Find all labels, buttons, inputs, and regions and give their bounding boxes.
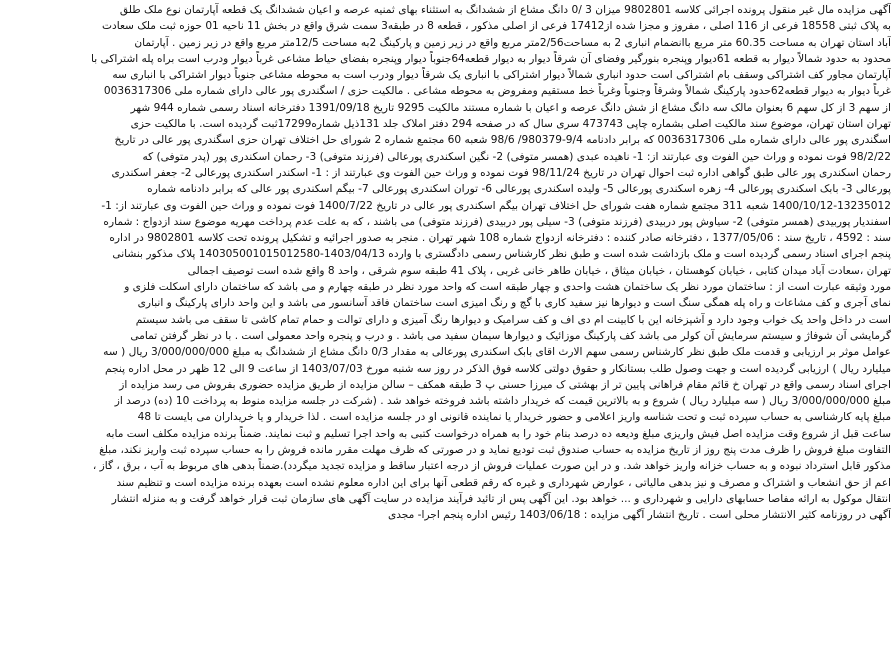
notice-line: مذکور قابل استرداد نبوده و به حساب خزانه واریز خواهد شد. و در این صورت عملیات فروش از درجه اعتبار ساقط و مزایده تجدید میگردد).ضمناً بدهی های مربوط به آب ، برق ، گاز ، (92, 460, 891, 473)
notice-line: از سهم 3 از کل سهم 6 بعنوان مالک سه دانگ مشاع از شش دانگ عرصه و اعیان با شماره مستند مالکیت 9295 تاریخ 1391/09/18 دفترخانه اسناد رسمی شماره 944 شهر (130, 101, 891, 114)
notice-line: مبلغ 3/000/000/000 ریال ( سه میلیارد ریال ) شروع و به بالاترین قیمت که خریدار داشته باشد فروخته خواهد شد . (شرکت در جلسه مزایده منوط به پرداخت 10 (ده) درصد از (114, 395, 891, 408)
notice-line: اعم از حق انشعاب و اشتراک و مصرف و نیز بدهی مالیاتی ، عوارض شهرداری و غیره که رقم قطعی آنها برای این اداره معلوم نشده است بعهده برنده مزایده است و تنظیم سند (116, 476, 891, 489)
notice-line: مبلغ پایه کارشناسی به حساب سپرده ثبت و تحت شناسه واریز اعلامی و حضور خریدار یا نماینده قانونی او در جلسه مزایده است . لذا خریدار و یا خریداران می بایست تا 48 (137, 411, 891, 424)
notice-line: محدود به حدود شمالاً دیوار به قطعه 61دیوار وپنجره بنورگیر وفضای آن شرقاً دیوار به دیوار قطعه64جنوباً دیوار وپنجره بفضای حیاط مشاعی غرباً دیوار ودرب است براه پله اشتراکی با (90, 52, 891, 65)
notice-line: به پلاک ثبتی 18558 فرعی از 116 اصلی ، مفروز و مجزا شده از17412 فرعی از اصلی مذکور ، قطعه 8 در طبقه3 سمت شرق واقع در بخش 11 ناحیه 01 حوزه ثبت ملک سعادت (102, 20, 891, 33)
auction-notice-body (4, 2, 891, 649)
notice-line: اجرای اسناد رسمی واقع در تهران خ قائم مقام فراهانی پایین تر از بهشتی ک میرزا حسنی پ 3 طبقه همکف – سالن مزایده از طریق مزایده حضوری بفروش می رسد مزایده از (119, 378, 891, 391)
notice-line: گرمایشی آن شوفاژ و سیستم سرمایش آن کولر می باشد کف پارکینگ موزائیک و دیوارها سیمان سفید می باشد . و درب و پنجره واحد معمولی است . با در نظر گرفتن تمامی (130, 329, 891, 342)
notice-line: سند : 4592 ، تاریخ سند : 1377/05/06 ، دفترخانه صادر کننده : دفترخانه ازدواج شماره 108 شهر تهران . منجر به صدور اجرائیه و تشکیل پرونده تحت کلاسه 9802801 در اداره (109, 232, 891, 245)
notice-line: التفاوت مبلغ فروش را ظرف مدت پنج روز از تاریخ مزایده به حساب صندوق ثبت تودیع نماید و در صورتی که ظرف مهلت مقرر مانده فروش را به حساب سپرده ثبت واریز نکند، مبلغ (99, 444, 891, 457)
notice-line: است در داخل واحد یک خواب وجود دارد و آشپزخانه این با کابینت ام دی اف و کف سرامیک و دیوارها رنگ آمیزی و دارای توالت و حمام تمام کاشی تا سقف می باشد سیستم (135, 313, 891, 326)
notice-line: آگهی مزایده مال غیر منقول پرونده اجرائی کلاسه 9802801 میزان 3 /0 دانگ مشاع از ششدانگ به استثناء بهای ثمنیه عرصه و اعیان ششدانگ یک قطعه آپارتمان نوع ملک طلق (119, 4, 891, 16)
notice-line: مورد وثیقه عبارت است از : ساختمان مورد نظر یک ساختمان هشت واحدی و چهار طبقه است که واحد مورد نظر در طبقه چهارم و می باشد که ساختمان دارای اسکلت فلزی و (124, 281, 891, 294)
notice-line: اسگندری پور عالی دارای شماره ملی 0036317306 که برابر دادنامه 9/4-980379/ 98/6 شعبه 60 مجتمع شماره 2 شورای حل اختلاف تهران حزی اسگندری پور عالی در تاریخ (114, 134, 891, 147)
notice-line: پنجم اجرای اسناد رسمی گردیده است و ملک بازداشت شده است و طبق نظر کارشناس رسمی دادگستری با وارده 1403/04/13-140305001015012580 پلاک مذکور بنشانی (112, 248, 891, 261)
notice-line: میلیارد ریال ) ارزیابی گردیده است و جهت وصول طلب بستانکار و حقوق دولتی کلاسه فوق الذکر در روز سه شنبه مورخ 1403/07/03 از ساعت 9 الی 12 ظهر در محل اداره پنجم (104, 362, 891, 375)
notice-line: 98/2/22 فوت نموده و وراث حین الفوت وی عبارتند از: 1- ناهیده عبدی (همسر متوفی) 2- نگین اسکندری پورعالی (فرزند متوفی) 3- رحمان اسکندری پور (پدر متوفی) که (142, 150, 891, 163)
notice-line: اسفندیار پوربیدی (همسر متوفی) 2- سیاوش پور دربیدی (فرزند متوفی) 3- سیلی پور دربیدی (فرزند متوفی) می باشند ، که به علت عدم پرداخت مهریه موضوع سند ازدواج : شماره (103, 215, 891, 228)
notice-line: نمای آجری و کف مشاعات و راه پله همگی سنگ است و دیوارها نیز سفید کاری با گچ و رنگ امیزی است ساختمان فاقد آسانسور می باشد و این واحد دارای پارکینگ و انباری (137, 297, 891, 310)
notice-line: غرباً دیوار به دیوار قطعه62حدود پارکینگ شمالاً وشرقاً وجنوباً وغرباً خط مستقیم ومفروض به محوطه مشاعی . مالکیت حزی / اسگندری پور عالی دارای شماره ملی 0036317306 (103, 85, 891, 98)
notice-line: تهران استان تهران، موضوع سند مالکیت اصلی بشماره چاپی 473743 سری سال که در صفحه 294 دفتر املاک جلد 131ذیل شماره17299ثبت گردیده است. با مالکیت حزی (130, 118, 891, 131)
notice-line: تهران ،سعادت آباد میدان کتابی ، خیابان کوهستان ، خیابان میثاق ، خیابان طاهر خانی غربی ، پلاک 41 طبقه سوم شرقی ، واحد 8 واقع شده است توصیف اجمالی (187, 264, 891, 277)
notice-line: عوامل موثر بر ارزیابی و قدمت ملک طبق نظر کارشناس رسمی سهم الارث اقای بابک اسکندری پورعالی به مقدار 0/3 دانگ مشاع از ششدانگ به مبلغ 3/000/000/000 ریال ( سه (103, 346, 891, 359)
notice-line: پورعالی 3- بابک اسکندری پورعالی 4- زهره اسکندری پورعالی 5- ولیده اسکندری پورعالی 6- توران اسکندری پورعالی 7- بیگم اسکندری پور عالی که برابر دادنامه شماره (147, 183, 891, 196)
notice-line: آباد استان تهران به مساحت 60.35 متر مربع باانضمام انباری 2 به مساحت2/56متر مربع واقع در زیر زمین و پارکینگ 2به مساحت 12/5متر مربع واقع در زیر زمین . آپارتمان (134, 36, 891, 49)
notice-line: رحمان اسکندری پور عالی طبق گواهی اداره ثبت احوال تهران در تاریخ 98/11/24 فوت نموده و وراث حین الفوت وی عبارتند از : 1- اسکندر اسکندری پورعالی 2- جعفر اسکندری (111, 166, 891, 179)
notice-line: آگهی در روزنامه کثیر الانتشار محلی است . تاریخ انتشار آگهی مزایده : 1403/06/18 رئیس اداره پنجم اجرا- مجدی (387, 509, 891, 522)
notice-line: انتقال موکول به ارائه مفاصا حسابهای دارایی و شهرداری و ... خواهد بود. این آگهی پس از تائید فرآیند مزایده در سایت آگهی های سازمان ثبت قرار خواهد گرفت و به منزله انتشار (111, 492, 891, 505)
notice-line: آپارتمان مجاور کف اشتراکی وسقف بام اشتراکی است حدود انباری شمالاً دیوار اشتراکی با انباری یک شرقاً دیوار ودرب است به محوطه مشاعی جنوباً دیوار اشتراکی با انباری سه (112, 69, 891, 82)
notice-line: ساعت قبل از شروع وقت مزایده اصل فیش واریزی مبلغ ودیعه ده درصد بنام خود را به همراه درخواست کتبی به واحد اجرا تسلیم و ثبت نمایند. ضمناً برنده مزایده مکلف است مابه (105, 427, 891, 440)
notice-line: 1400/10/12-13235012 شعبه 311 مجتمع شماره هفت شورای حل اختلاف تهران بیگم اسکندری پور عالی در تاریخ 1400/7/22 فوت نموده و وراث حین الفوت وی عبارتند از: 1- (101, 199, 891, 212)
